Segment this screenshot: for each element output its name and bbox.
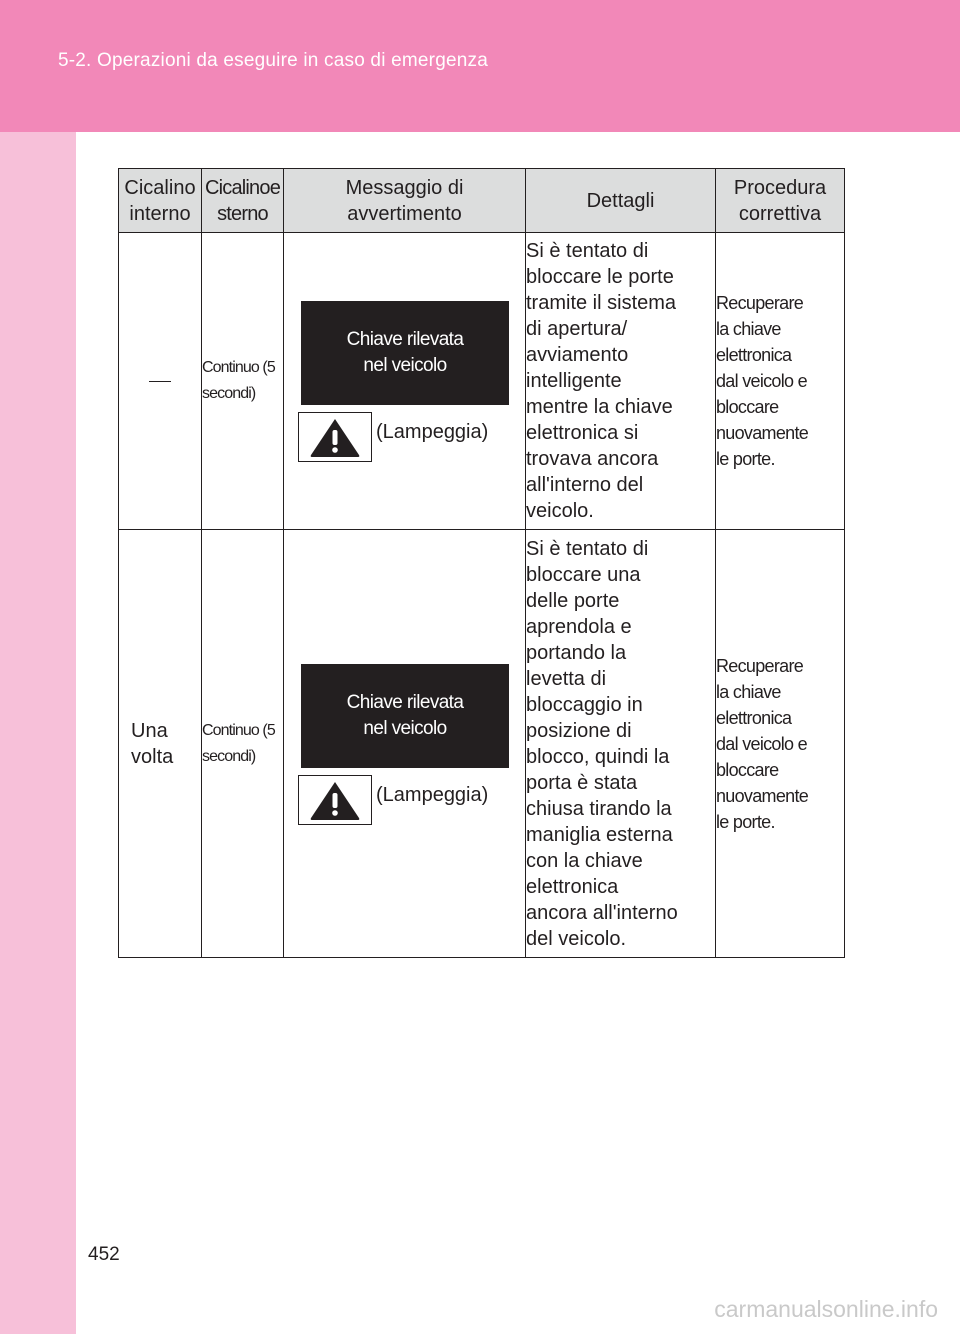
display-message: Chiave rilevata nel veicolo [301, 664, 509, 768]
table-row [119, 233, 845, 530]
side-strip [0, 0, 76, 1334]
warning-triangle-icon [298, 412, 372, 462]
procedure-cell: Recuperare la chiave elettronica dal veicolo e bloccare nuovamente le porte. [716, 530, 845, 958]
procedure-cell: Recuperare la chiave elettronica dal veicolo e bloccare nuovamente le porte. [716, 233, 845, 530]
internal-buzzer-cell [119, 233, 202, 530]
col-details: Dettagli [526, 169, 716, 233]
section-title: 5-2. Operazioni da eseguire in caso di emergenza [58, 50, 488, 71]
page-header [0, 0, 960, 132]
warning-table [118, 168, 845, 958]
message-cell [284, 233, 526, 530]
dash-mark [149, 381, 171, 382]
flash-label: (Lampeggia) [376, 783, 489, 806]
details-cell: Si è tentato di bloccare le porte tramite il sistema di apertura/ avviamento intelligente mentre la chiave elettronica si trovava ancora all'interno del veicolo. [526, 233, 716, 530]
table-header-row [119, 169, 845, 233]
page-number: 452 [88, 1244, 120, 1265]
col-internal-buzzer: Cicalino interno [119, 169, 202, 233]
watermark: carmanualsonline.info [714, 1296, 938, 1322]
table-row [119, 530, 845, 958]
external-buzzer-cell: Continuo (5 secondi) [202, 530, 284, 958]
message-cell [284, 530, 526, 958]
display-message: Chiave rilevata nel veicolo [301, 301, 509, 405]
col-external-buzzer: Cicalinoe sterno [202, 169, 284, 233]
col-procedure: Procedura correttiva [716, 169, 845, 233]
col-warning-message: Messaggio di avvertimento [284, 169, 526, 233]
details-cell: Si è tentato di bloccare una delle porte aprendola e portando la levetta di bloccaggio in posizione di blocco, quindi la porta è stata chiusa tirando la maniglia esterna con la chiave elettronica ancora all'interno del veicolo. [526, 530, 716, 958]
external-buzzer-cell: Continuo (5 secondi) [202, 233, 284, 530]
internal-buzzer-cell: Una volta [119, 530, 202, 958]
warning-triangle-icon [298, 775, 372, 825]
flash-label: (Lampeggia) [376, 421, 489, 443]
